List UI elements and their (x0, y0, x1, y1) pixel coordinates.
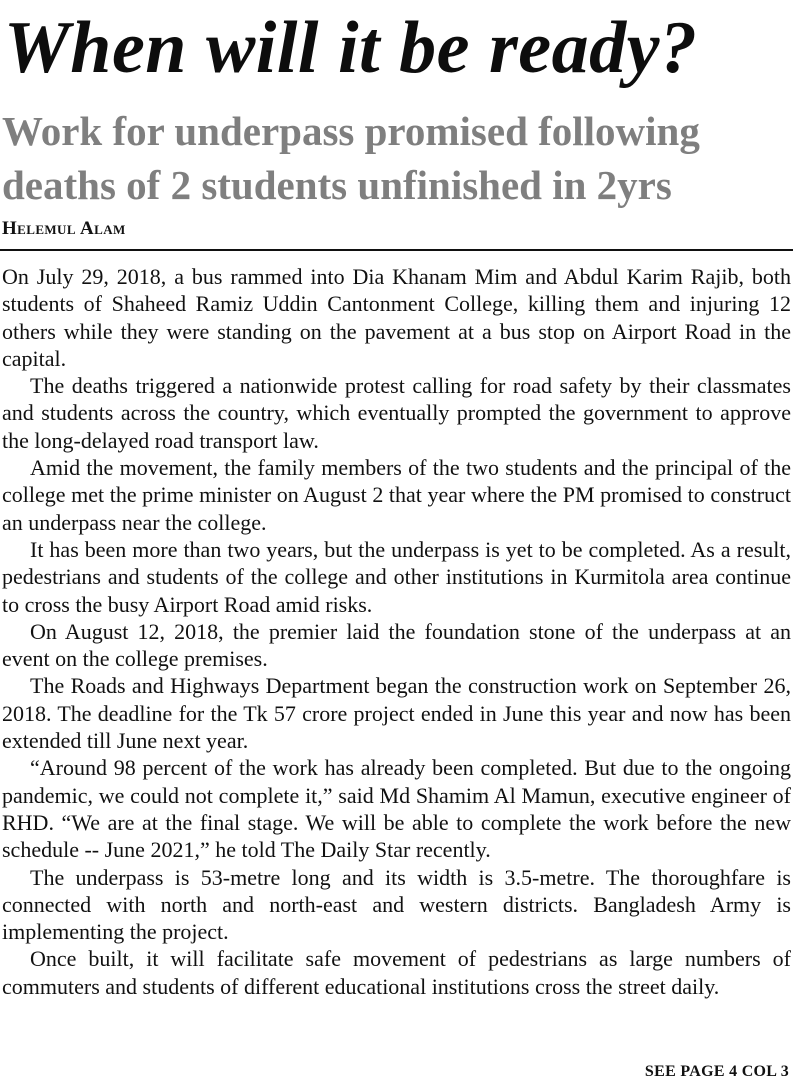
paragraph: The underpass is 53-metre long and its width is 3.5-metre. The thoroughfare is connected with north and north-east and western districts. Bangladesh Army is implementing the project. (2, 864, 791, 945)
continuation-jump-line[interactable]: SEE PAGE 4 COL 3 (644, 1063, 789, 1080)
headline: When will it be ready? (4, 7, 698, 89)
paragraph: “Around 98 percent of the work has already been completed. But due to the ongoing pandemic, we could not complete it,” said Md Shamim Al Mamun, executive engineer of RHD. “We are at the final stage. We will be able to complete the work before the new schedule -- June 2021,” he told The Daily Star recently. (2, 755, 791, 863)
paragraph: It has been more than two years, but the underpass is yet to be completed. As a result, pedestrians and students of the college and other institutions in Kurmitola area continue to cross the busy Airport Road amid risks. (2, 536, 791, 617)
byline: Helemul Alam (2, 218, 126, 239)
subheadline: Work for underpass promised following deaths of 2 students unfinished in 2yrs (2, 108, 700, 208)
paragraph: Once built, it will facilitate safe movement of pedestrians as large numbers of commuters and students of different educational institutions cross the street daily. (2, 946, 791, 999)
paragraph: The deaths triggered a nationwide protest calling for road safety by their classmates and students across the country, which eventually prompted the government to approve the long-delayed road transport law. (2, 373, 791, 453)
article-body (2, 263, 791, 1000)
paragraph: Amid the movement, the family members of the two students and the principal of the college met the prime minister on August 2 that year where the PM promised to construct an underpass near the college. (2, 455, 791, 535)
paragraph: On July 29, 2018, a bus rammed into Dia Khanam Mim and Abdul Karim Rajib, both students of Shaheed Ramiz Uddin Cantonment College, killing them and injuring 12 others while they were standing on the pavement at a bus stop on Airport Road in the capital. (2, 264, 791, 371)
paragraph: On August 12, 2018, the premier laid the foundation stone of the underpass at an event on the college premises. (2, 618, 791, 672)
paragraph: The Roads and Highways Department began the construction work on September 26, 2018. The deadline for the Tk 57 crore project ended in June this year and now has been extended till June next year. (2, 673, 791, 754)
byline-divider (0, 249, 793, 251)
